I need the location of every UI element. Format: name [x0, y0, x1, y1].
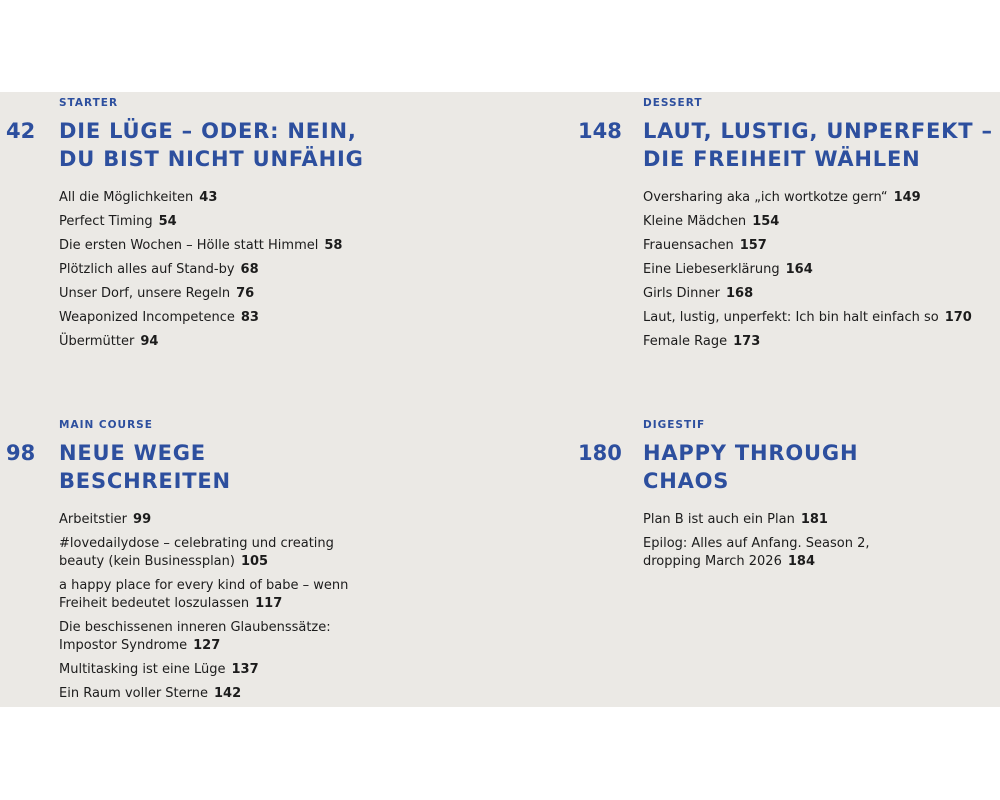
- section-label: STARTER: [59, 97, 119, 109]
- entry-list: [643, 189, 983, 357]
- toc-entry[interactable]: [59, 619, 349, 655]
- toc-section-starter: [0, 97, 500, 397]
- toc-section-digestif: [578, 419, 1000, 707]
- toc-entry[interactable]: [59, 685, 399, 703]
- entry-title: All die Möglichkeiten: [59, 190, 194, 205]
- toc-entry[interactable]: [59, 309, 399, 327]
- entry-page: 43: [199, 190, 218, 205]
- toc-entry[interactable]: [643, 535, 883, 571]
- entry-title: Unser Dorf, unsere Regeln: [59, 286, 231, 301]
- toc-section-main-course: [0, 419, 500, 707]
- entry-title: Female Rage: [643, 334, 728, 349]
- toc-entry[interactable]: [59, 577, 349, 613]
- section-title: HAPPY THROUGH CHAOS: [643, 441, 859, 493]
- entry-title: Weaponized Incompetence: [59, 310, 235, 325]
- entry-title: Perfect Timing: [59, 214, 153, 229]
- toc-entry[interactable]: [59, 189, 399, 207]
- toc-entry[interactable]: [59, 261, 399, 279]
- entry-title: Plan B ist auch ein Plan: [643, 512, 795, 527]
- toc-entry[interactable]: [643, 333, 983, 351]
- toc-entry[interactable]: [59, 285, 399, 303]
- entry-page: 184: [787, 554, 815, 569]
- entry-page: 105: [240, 554, 269, 569]
- entry-list: [59, 189, 399, 357]
- entry-title: a happy place for every kind of babe – wenn Freiheit bedeutet loszulassen: [59, 578, 349, 611]
- entry-page: 68: [240, 262, 259, 277]
- entry-page: 149: [893, 190, 921, 205]
- entry-title: Die beschissenen inneren Glaubenssätze: Impostor Syndrome: [59, 620, 331, 653]
- entry-title: Multitasking ist eine Lüge: [59, 662, 226, 677]
- toc-entry[interactable]: [643, 261, 983, 279]
- entry-page: 94: [140, 334, 159, 349]
- toc-page: [0, 92, 1000, 707]
- entry-page: 142: [214, 686, 242, 701]
- section-page-number: 98: [6, 441, 36, 465]
- entry-page: 54: [158, 214, 177, 229]
- entry-list: [643, 511, 983, 577]
- toc-entry[interactable]: [643, 511, 983, 529]
- entry-title: Die ersten Wochen – Hölle statt Himmel: [59, 238, 319, 253]
- entry-page: 76: [236, 286, 255, 301]
- toc-entry[interactable]: [59, 511, 399, 529]
- entry-title: Ein Raum voller Sterne: [59, 686, 208, 701]
- entry-page: 157: [739, 238, 767, 253]
- entry-page: 117: [255, 596, 283, 611]
- entry-page: 83: [240, 310, 259, 325]
- entry-page: 58: [324, 238, 343, 253]
- entry-page: 170: [944, 310, 972, 325]
- toc-entry[interactable]: [59, 333, 399, 351]
- entry-page: 127: [193, 638, 221, 653]
- entry-title: Übermütter: [59, 334, 135, 349]
- toc-entry[interactable]: [59, 213, 399, 231]
- entry-title: Girls Dinner: [643, 286, 720, 301]
- entry-title: #lovedailydose – celebrating und creating beauty (kein Businessplan): [59, 536, 334, 569]
- toc-entry[interactable]: [643, 189, 983, 207]
- section-title: DIE LÜGE – ODER: NEIN, DU BIST NICHT UNFÄHIG: [59, 119, 364, 171]
- section-title: LAUT, LUSTIG, UNPERFEKT – DIE FREIHEIT WÄHLEN: [643, 119, 993, 171]
- toc-entry[interactable]: [59, 535, 379, 571]
- toc-entry[interactable]: [643, 285, 983, 303]
- section-label: DIGESTIF: [643, 419, 706, 431]
- toc-section-dessert: [578, 97, 1000, 397]
- section-label: DESSERT: [643, 97, 703, 109]
- entry-page: 99: [133, 512, 152, 527]
- entry-page: 137: [231, 662, 259, 677]
- section-page-number: 148: [578, 119, 622, 143]
- entry-title: Kleine Mädchen: [643, 214, 747, 229]
- section-title: NEUE WEGE BESCHREITEN: [59, 441, 231, 493]
- toc-entry[interactable]: [643, 237, 983, 255]
- entry-list: [59, 511, 399, 707]
- toc-entry[interactable]: [643, 309, 983, 327]
- entry-page: 168: [726, 286, 754, 301]
- section-page-number: 180: [578, 441, 622, 465]
- toc-entry[interactable]: [59, 237, 399, 255]
- entry-title: Epilog: Alles auf Anfang. Season 2, dropping March 2026: [643, 536, 870, 569]
- entry-page: 154: [752, 214, 780, 229]
- entry-title: Arbeitstier: [59, 512, 128, 527]
- toc-entry[interactable]: [643, 213, 983, 231]
- toc-entry[interactable]: [59, 661, 399, 679]
- entry-title: Oversharing aka „ich wortkotze gern“: [643, 190, 888, 205]
- section-page-number: 42: [6, 119, 36, 143]
- entry-title: Plötzlich alles auf Stand-by: [59, 262, 235, 277]
- section-label: MAIN COURSE: [59, 419, 153, 431]
- entry-title: Eine Liebeserklärung: [643, 262, 780, 277]
- entry-title: Frauensachen: [643, 238, 734, 253]
- entry-page: 181: [800, 512, 828, 527]
- entry-page: 164: [785, 262, 813, 277]
- entry-title: Laut, lustig, unperfekt: Ich bin halt einfach so: [643, 310, 939, 325]
- entry-page: 173: [733, 334, 761, 349]
